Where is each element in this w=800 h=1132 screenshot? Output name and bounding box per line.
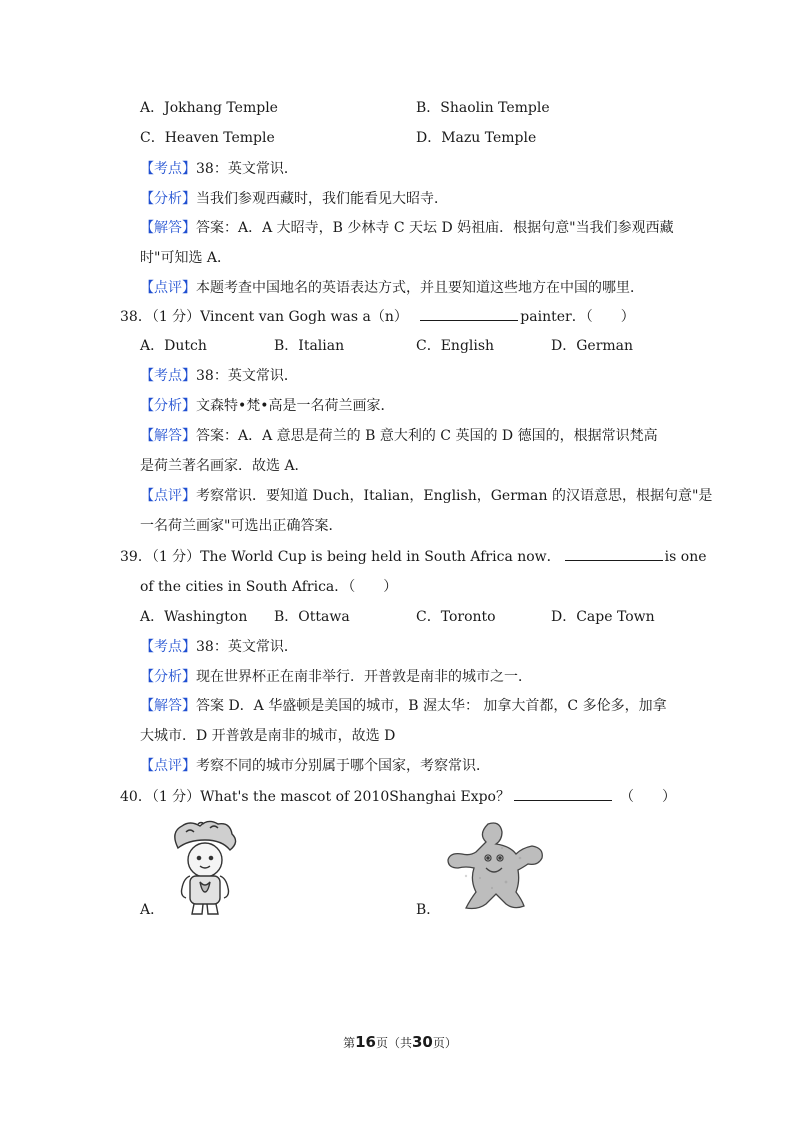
q39-dianping <box>140 756 490 776</box>
mascot-a-image <box>160 818 250 918</box>
q37-kaodian <box>140 159 298 179</box>
q39-option-d: D．Cape Town <box>551 609 655 625</box>
q39-option-c: C．Toronto <box>416 609 496 625</box>
q39-stem-cont: of the cities in South Africa．（ ） <box>140 579 398 595</box>
q38-dianping-cont: 一名荷兰画家"可选出正确答案． <box>140 518 343 534</box>
q39-option-b: B．Ottawa <box>274 609 350 625</box>
q37-option-b: B．Shaolin Temple <box>416 100 550 116</box>
q40-stem <box>120 786 676 807</box>
q37-jieda <box>140 218 674 238</box>
q39-kaodian <box>140 637 298 657</box>
q40-stem-text: 40．（1 分）What's the mascot of 2010Shanghai Expo？ <box>120 789 510 805</box>
haibao-mascot-icon <box>436 818 552 914</box>
answer-blank <box>565 546 663 561</box>
q38-option-a: A．Dutch <box>140 338 207 354</box>
q38-jieda-cont: 是荷兰著名画家．故选 A． <box>140 458 309 474</box>
fenxi-text: 文森特•梵•高是一名荷兰画家． <box>196 398 395 414</box>
q38-stem-text: 38．（1 分）Vincent van Gogh was a（n） <box>120 309 408 325</box>
answer-blank <box>420 306 518 321</box>
dianping-text: 考察不同的城市分别属于哪个国家，考察常识． <box>196 758 490 774</box>
fenxi-text: 当我们参观西藏时，我们能看见大昭寺． <box>196 191 448 207</box>
answer-blank <box>514 786 612 801</box>
q37-fenxi <box>140 189 448 209</box>
q40-option-b: B． <box>416 902 441 918</box>
fuwa-mascot-icon <box>160 818 250 918</box>
q40-stem-end: （ ） <box>619 789 676 805</box>
footer-middle: 页（共 <box>375 1036 412 1050</box>
q38-stem-end: painter．（ ） <box>520 309 635 325</box>
kaodian-text: 38：英文常识． <box>196 639 298 655</box>
q39-fenxi <box>140 667 532 687</box>
footer-suffix: 页） <box>432 1036 457 1050</box>
q37-jieda-cont: 时"可知选 A． <box>140 250 231 266</box>
dianping-tag: 【点评】 <box>140 488 196 504</box>
jieda-tag: 【解答】 <box>140 428 196 444</box>
q37-option-d: D．Mazu Temple <box>416 130 537 146</box>
jieda-text: 答案 D．A 华盛顿是美国的城市，B 渥太华： 加拿大首都，C 多伦多，加拿 <box>196 698 667 714</box>
q37-option-c: C．Heaven Temple <box>140 130 275 146</box>
q39-jieda <box>140 696 667 716</box>
q37-dianping <box>140 278 644 298</box>
kaodian-tag: 【考点】 <box>140 639 196 655</box>
dianping-tag: 【点评】 <box>140 280 196 296</box>
fenxi-text: 现在世界杯正在南非举行．开普敦是南非的城市之一． <box>196 669 532 685</box>
jieda-text: 答案：A．A 意思是荷兰的 B 意大利的 C 英国的 D 德国的，根据常识梵高 <box>196 428 658 444</box>
kaodian-text: 38：英文常识． <box>196 161 298 177</box>
q40-option-a: A． <box>140 902 165 918</box>
fenxi-tag: 【分析】 <box>140 669 196 685</box>
q39-stem-end: is one <box>664 549 707 565</box>
q37-option-a: A．Jokhang Temple <box>140 100 278 116</box>
q39-stem-text: 39．（1 分）The World Cup is being held in South Africa now． <box>120 549 561 565</box>
jieda-text: 答案：A．A 大昭寺，B 少林寺 C 天坛 D 妈祖庙．根据句意"当我们参观西藏 <box>196 220 674 236</box>
q39-jieda-cont: 大城市．D 开普敦是南非的城市，故选 D <box>140 728 396 744</box>
fenxi-tag: 【分析】 <box>140 191 196 207</box>
q39-option-a: A．Washington <box>140 609 248 625</box>
jieda-tag: 【解答】 <box>140 698 196 714</box>
page-footer <box>0 1033 800 1051</box>
q38-stem <box>120 306 635 327</box>
q38-jieda <box>140 426 658 446</box>
fenxi-tag: 【分析】 <box>140 398 196 414</box>
q38-dianping <box>140 486 712 506</box>
kaodian-tag: 【考点】 <box>140 368 196 384</box>
q38-option-b: B．Italian <box>274 338 345 354</box>
footer-prefix: 第 <box>343 1036 356 1050</box>
dianping-text: 本题考查中国地名的英语表达方式，并且要知道这些地方在中国的哪里． <box>196 280 644 296</box>
q38-option-c: C．English <box>416 338 495 354</box>
footer-page-number: 16 <box>355 1033 376 1051</box>
mascot-b-image <box>436 818 552 914</box>
q38-fenxi <box>140 396 395 416</box>
q38-option-d: D．German <box>551 338 634 354</box>
jieda-tag: 【解答】 <box>140 220 196 236</box>
footer-total-pages: 30 <box>412 1033 433 1051</box>
kaodian-text: 38：英文常识． <box>196 368 298 384</box>
dianping-tag: 【点评】 <box>140 758 196 774</box>
q39-stem <box>120 546 707 567</box>
kaodian-tag: 【考点】 <box>140 161 196 177</box>
q38-kaodian <box>140 366 298 386</box>
dianping-text: 考察常识．要知道 Duch，Italian，English，German 的汉语意思，根据句意"是 <box>196 488 713 504</box>
